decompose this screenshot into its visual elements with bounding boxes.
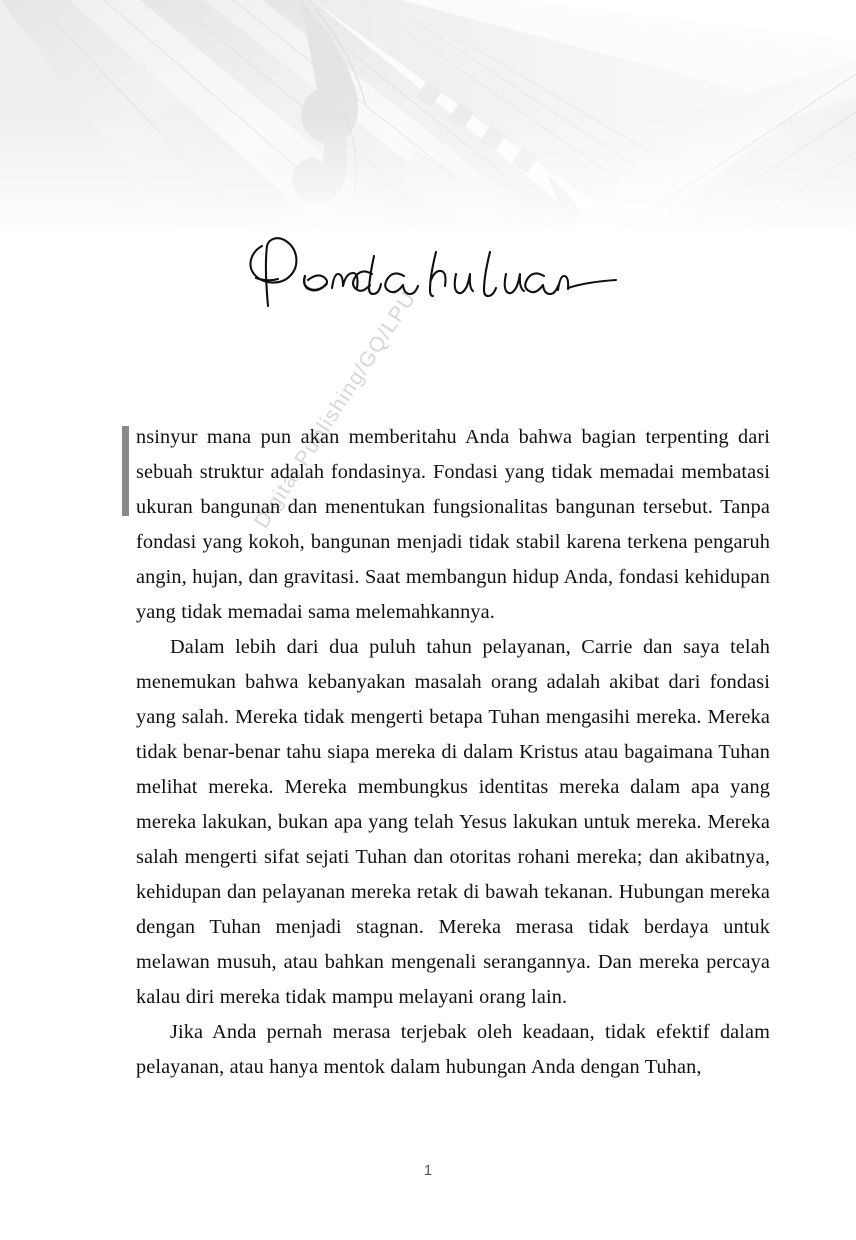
paragraph: Dalam lebih dari dua puluh tahun pelayanan, Carrie dan saya telah menemukan bahwa kebanyakan masalah orang adalah akibat dari fondasi yang salah. Mereka tidak mengerti betapa Tuhan mengasihi mereka. Mereka tidak benar-benar tahu siapa mereka di dalam Kristus atau bagaimana Tuhan melihat mereka. Mereka membungkus identitas mereka dalam apa yang mereka lakukan, bukan apa yang telah Yesus lakukan untuk mereka. Mereka salah mengerti sifat sejati Tuhan dan otoritas rohani mereka; dan akibatnya, kehidupan dan pelayanan mereka retak di bawah tekanan. Hubungan mereka dengan Tuhan menjadi stagnan. Mereka merasa tidak berdaya untuk melawan musuh, atau bahkan mengenali serangannya. Dan mereka percaya kalau diri mereka tidak mampu melayani orang lain. [136, 636, 770, 1008]
body-text [136, 420, 770, 1085]
paragraph: nsinyur mana pun akan memberitahu Anda bahwa bagian terpenting dari sebuah struktur adalah fondasinya. Fondasi yang tidak memadai membatasi ukuran bangunan dan menentukan fungsionalitas bangunan tersebut. Tanpa fondasi yang kokoh, bangunan menjadi tidak stabil karena terkena pengaruh angin, hujan, dan gravitasi. Saat membangun hidup Anda, fondasi kehidupan yang tidak memadai sama melemahkannya. [136, 426, 770, 623]
drop-cap-bar [122, 426, 129, 516]
chapter-title [0, 232, 856, 329]
watermark: Digital Publishing/GQ/LPU [250, 287, 421, 533]
header-photo-columns [0, 0, 856, 236]
page-number: 1 [423, 1162, 433, 1179]
paragraph: Jika Anda pernah merasa terjebak oleh keadaan, tidak efektif dalam pelayanan, atau hanya mentok dalam hubungan Anda dengan Tuhan, [136, 1021, 770, 1078]
